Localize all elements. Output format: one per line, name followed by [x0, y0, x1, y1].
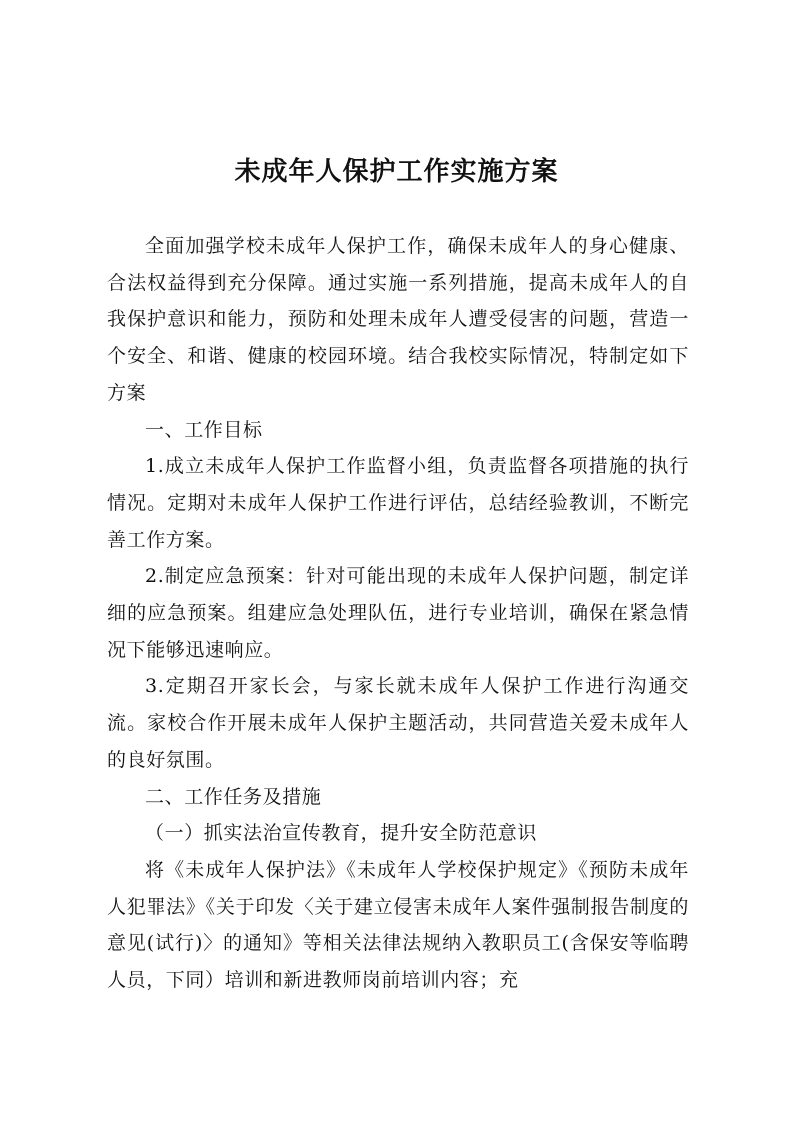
intro-paragraph: 全面加强学校未成年人保护工作，确保未成年人的身心健康、合法权益得到充分保障。通过实施一系列措施，提高未成年人的自我保护意识和能力，预防和处理未成年人遭受侵害的问题，营造一个安全、和谐、健康的校园环境。结合我校实际情况，特制定如下方案 [107, 235, 689, 404]
subsection-heading-1: （一）抓实法治宣传教育，提升安全防范意识 [145, 822, 538, 845]
document-title: 未成年人保护工作实施方案 [234, 157, 559, 187]
task-paragraph-1: 将《未成年人保护法》《未成年人学校保护规定》《预防未成年人犯罪法》《关于印发〈关于建立侵害未成年人案件强制报告制度的意见(试行)〉的通知》等相关法律法规纳入教职员工(含保安等临聘人员，下同）培训和新进教师岗前培训内容；充 [107, 858, 689, 992]
document-body [107, 228, 689, 999]
goal-item-1: 1.成立未成年人保护工作监督小组，负责监督各项措施的执行情况。定期对未成年人保护工作进行评估，总结经验教训，不断完善工作方案。 [107, 455, 689, 551]
goal-item-2: 2.制定应急预案：针对可能出现的未成年人保护问题，制定详细的应急预案。组建应急处理队伍，进行专业培训，确保在紧急情况下能够迅速响应。 [107, 565, 689, 661]
goal-item-3: 3.定期召开家长会，与家长就未成年人保护工作进行沟通交流。家校合作开展未成年人保护主题活动，共同营造关爱未成年人的良好氛围。 [107, 675, 689, 771]
section-heading-goals: 一、工作目标 [145, 418, 263, 441]
section-heading-tasks: 二、工作任务及措施 [145, 785, 322, 808]
